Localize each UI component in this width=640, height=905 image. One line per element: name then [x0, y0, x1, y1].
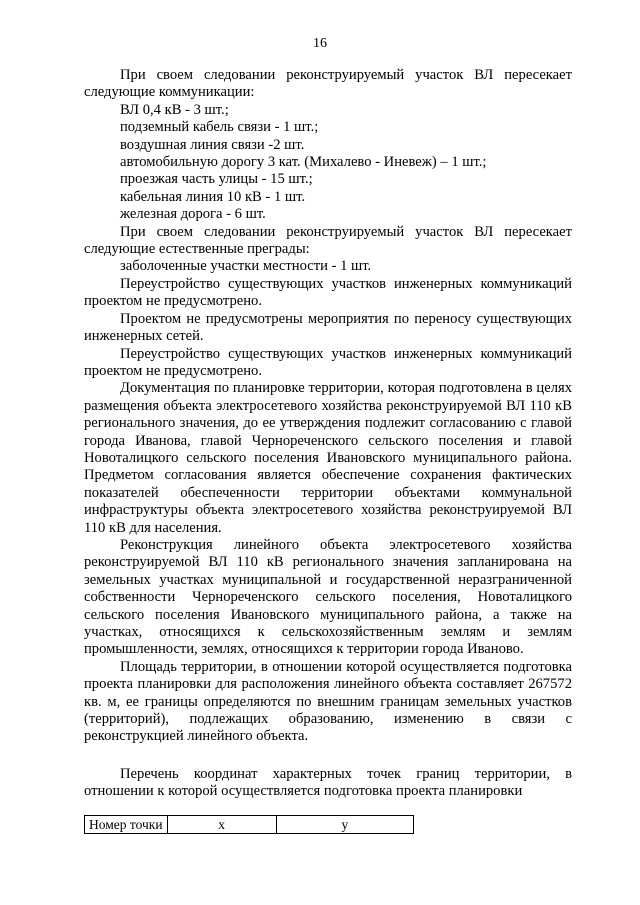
list-item: воздушная линия связи -2 шт.	[120, 136, 305, 153]
list-item: подземный кабель связи - 1 шт.;	[120, 119, 319, 136]
list-item: ВЛ 0,4 кВ - 3 шт.;	[120, 101, 229, 118]
list-item: железная дорога - 6 шт.	[120, 206, 266, 223]
paragraph-area: Площадь территории, в отношении которой осуществляется подготовка проекта планировки для расположения линейного объекта составляет 267572 кв. м, ее границы определяются по внешним границам земельных участков (территорий), подлежащих образованию, изменению в связи с реконструкцией линейного объекта.	[84, 658, 572, 745]
paragraph-crossings-intro: При своем следовании реконструируемый участок ВЛ пересекает следующие коммуникации:	[84, 67, 572, 101]
list-item: заболоченные участки местности - 1 шт.	[120, 258, 372, 275]
paragraph-reconstruction-1: Переустройство существующих участков инженерных коммуникаций проектом не предусмотрено.	[84, 275, 572, 310]
list-item: проезжая часть улицы - 15 шт.;	[120, 171, 313, 188]
column-header-point: Номер точки	[85, 816, 168, 834]
paragraph-coordinates-intro: Перечень координат характерных точек границ территории, в отношении к которой осуществляется подготовка проекта планировки	[84, 765, 572, 800]
column-header-x: x	[167, 816, 276, 834]
paragraph-no-relocation: Проектом не предусмотрены мероприятия по переносу существующих инженерных сетей.	[84, 310, 572, 345]
paragraph-approval: Документация по планировке территории, которая подготовлена в целях размещения объекта электросетевого хозяйства реконструируемой ВЛ 110 кВ регионального значения, до ее утверждения подлежит согласованию с главой города Иванова, главой Чернореченского сельского поселения и главой Новоталицкого сельского поселения Ивановского муниципального района. Предметом согласования является обеспечение сохранения фактических показателей обеспеченности территории объектами коммунальной инфраструктуры объекта электросетевого хозяйства реконструируемой ВЛ 110 кВ для населения.	[84, 380, 572, 536]
list-item: кабельная линия 10 кВ - 1 шт.	[120, 188, 306, 205]
document-body	[84, 67, 572, 801]
page-number: 16	[313, 36, 327, 51]
column-header-y: y	[276, 816, 413, 834]
table-header-row	[85, 816, 414, 834]
paragraph-natural-obstacles: При своем следовании реконструируемый участок ВЛ пересекает следующие естественные преграды:	[84, 223, 572, 258]
paragraph-reconstruction-2: Переустройство существующих участков инженерных коммуникаций проектом не предусмотрено.	[84, 345, 572, 379]
paragraph-land-plots: Реконструкция линейного объекта электросетевого хозяйства реконструируемой ВЛ 110 кВ регионального значения запланирована на земельных участках муниципальной и государственной неразграниченной собственности Чернореченского сельского поселения, Новоталицкого сельского поселения Ивановского муниципального района, а также на участках, относящихся к сельскохозяйственным землям и землям промышленности, землях, относящихся к территории города Иваново.	[84, 536, 572, 658]
coordinates-table	[84, 815, 414, 834]
list-item: автомобильную дорогу 3 кат. (Михалево - Иневеж) – 1 шт.;	[120, 154, 487, 171]
